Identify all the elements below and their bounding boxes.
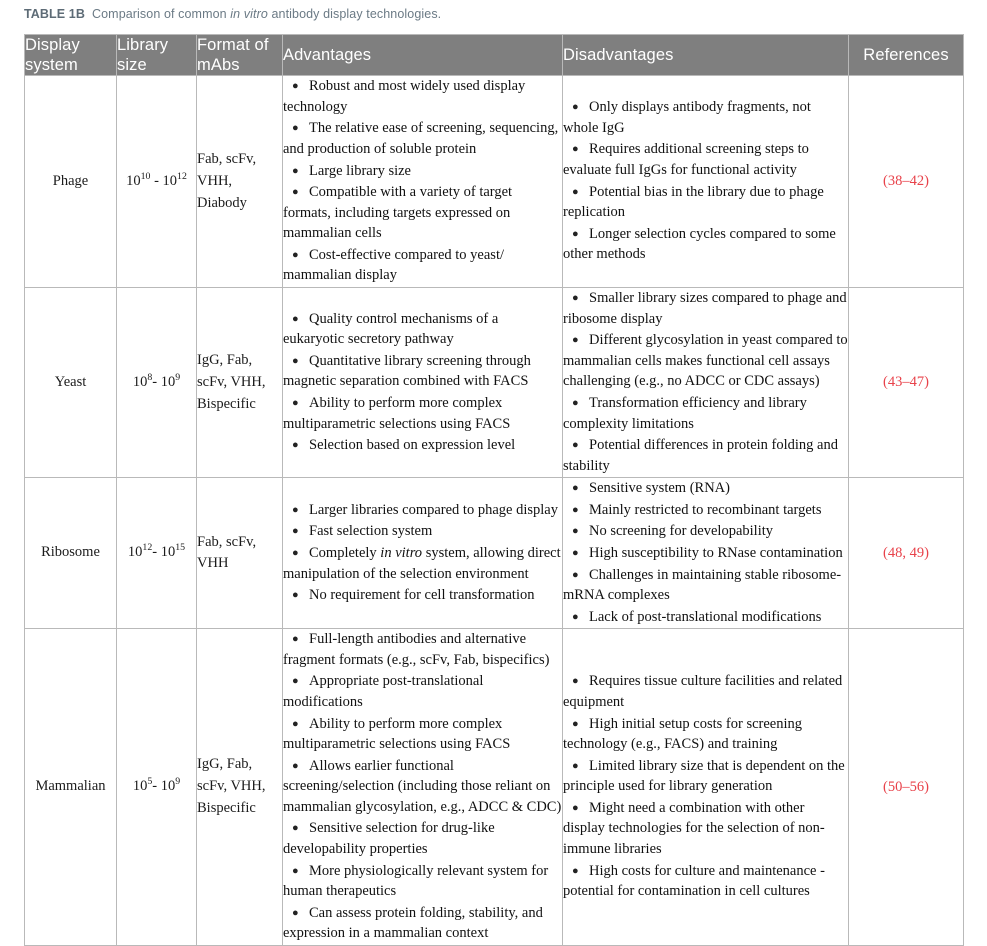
bullet-list [283, 629, 562, 944]
bullet-item [283, 182, 562, 244]
cell-display-system: Mammalian [25, 629, 117, 946]
header-disadvantages: Disadvantages [563, 35, 849, 76]
bullet-icon: ● [292, 546, 299, 559]
bullet-item [563, 521, 848, 542]
bullet-item [283, 161, 562, 182]
header-row [25, 35, 964, 76]
bullet-text: Sensitive system (RNA) [589, 480, 730, 497]
bullet-icon: ● [572, 396, 579, 409]
bullet-icon: ● [572, 334, 579, 347]
cell-references[interactable]: (48, 49) [849, 478, 964, 629]
bullet-item [563, 139, 848, 180]
cell-display-system: Ribosome [25, 478, 117, 629]
cell-disadvantages [563, 629, 849, 946]
cell-library-size: $10^5-$ $10^9$ [117, 629, 197, 946]
cell-library-size: $10^{12}-$ $10^{15}$ [117, 478, 197, 629]
bullet-item [563, 861, 848, 902]
bullet-item [563, 435, 848, 476]
bullet-item [283, 714, 562, 755]
bullet-text: Cost-effective compared to yeast/ mammalian display [283, 246, 505, 284]
bullet-item [283, 309, 562, 350]
bullet-text: More physiologically relevant system for human therapeutics [283, 862, 549, 900]
cell-advantages [283, 478, 563, 629]
cell-display-system: Phage [25, 76, 117, 288]
bullet-item [563, 182, 848, 223]
bullet-text: Quality control mechanisms of a eukaryotic secretory pathway [283, 310, 499, 348]
bullet-item [283, 861, 562, 902]
bullet-icon: ● [292, 822, 299, 835]
bullet-text: Limited library size that is dependent on the principle used for library generation [563, 757, 845, 795]
bullet-list [563, 288, 848, 476]
bullet-text: No requirement for cell transformation [309, 587, 535, 604]
bullet-item [563, 714, 848, 755]
bullet-icon: ● [292, 80, 299, 93]
bullet-icon: ● [292, 354, 299, 367]
bullet-item [283, 435, 562, 456]
table-header [25, 35, 964, 76]
bullet-text: Mainly restricted to recombinant targets [589, 501, 822, 518]
bullet-icon: ● [572, 864, 579, 877]
bullet-text: Sensitive selection for drug-like developability properties [283, 820, 495, 858]
bullet-text: Robust and most widely used display technology [283, 78, 526, 115]
bullet-item [283, 521, 562, 542]
bullet-icon: ● [292, 186, 299, 199]
bullet-text: Full-length antibodies and alternative fragment formats (e.g., scFv, Fab, bispecifics) [283, 631, 550, 668]
bullet-item [283, 245, 562, 286]
cell-advantages [283, 76, 563, 288]
cell-format-of-mabs: IgG, Fab, scFv, VHH, Bispecific [197, 288, 283, 478]
bullet-text: The relative ease of screening, sequencing, and production of soluble protein [283, 120, 559, 157]
table-row [25, 288, 964, 478]
bullet-icon: ● [292, 633, 299, 646]
bullet-list [283, 309, 562, 456]
bullet-icon: ● [572, 292, 579, 305]
bullet-icon: ● [292, 675, 299, 688]
bullet-text: High initial setup costs for screening technology (e.g., FACS) and training [563, 715, 803, 753]
bullet-text: Potential bias in the library due to phage replication [563, 183, 824, 221]
bullet-text: Compatible with a variety of target formats, including targets expressed on mammalian cells [283, 184, 513, 242]
table-row [25, 478, 964, 629]
cell-format-of-mabs: Fab, scFv, VHH [197, 478, 283, 629]
caption-text-italic: in vitro [230, 7, 268, 21]
bullet-text: Ability to perform more complex multiparametric selections using FACS [283, 394, 511, 432]
bullet-icon: ● [572, 439, 579, 452]
bullet-icon: ● [292, 122, 299, 135]
cell-references[interactable]: (50–56) [849, 629, 964, 946]
cell-disadvantages [563, 288, 849, 478]
header-display-system: Display system [25, 35, 117, 76]
bullet-text: High costs for culture and maintenance - potential for contamination in cell cultures [563, 862, 825, 900]
cell-references[interactable]: (43–47) [849, 288, 964, 478]
bullet-text: Quantitative library screening through magnetic separation combined with FACS [283, 352, 531, 390]
bullet-icon: ● [572, 101, 579, 114]
comparison-table [24, 34, 964, 946]
bullet-icon: ● [572, 801, 579, 814]
bullet-text: Only displays antibody fragments, not whole IgG [563, 99, 811, 136]
bullet-text: Potential differences in protein folding and stability [563, 437, 838, 474]
bullet-list [563, 97, 848, 265]
bullet-item [563, 393, 848, 434]
bullet-icon: ● [292, 164, 299, 177]
bullet-icon: ● [292, 759, 299, 772]
bullet-text: Might need a combination with other display technologies for the selection of non-immune libraries [563, 799, 825, 858]
bullet-item [563, 500, 848, 521]
bullet-text: Lack of post-translational modifications [589, 608, 822, 625]
bullet-text: Challenges in maintaining stable ribosome-mRNA complexes [563, 566, 842, 604]
bullet-item [283, 393, 562, 434]
header-format-of-mabs: Format of mAbs [197, 35, 283, 76]
bullet-icon: ● [292, 248, 299, 261]
table-caption-label: TABLE 1B [24, 7, 85, 21]
header-references: References [849, 35, 964, 76]
bullet-icon: ● [292, 439, 299, 452]
caption-text-after: antibody display technologies. [267, 7, 442, 21]
bullet-text: Large library size [309, 162, 411, 179]
cell-format-of-mabs: Fab, scFv, VHH, Diabody [197, 76, 283, 288]
bullet-item [563, 478, 848, 499]
bullet-text: Requires tissue culture facilities and related equipment [563, 673, 843, 711]
bullet-text: Longer selection cycles compared to some other methods [563, 225, 836, 263]
bullet-icon: ● [292, 312, 299, 325]
cell-references[interactable]: (38–42) [849, 76, 964, 288]
bullet-text: High susceptibility to RNase contamination [589, 544, 843, 561]
cell-advantages [283, 288, 563, 478]
cell-library-size: $10^{10} - 10^{12}$ [117, 76, 197, 288]
bullet-text: Completely in vitro system, allowing direct manipulation of the selection environment [283, 544, 561, 582]
bullet-icon: ● [572, 759, 579, 772]
bullet-icon: ● [572, 227, 579, 240]
bullet-icon: ● [292, 717, 299, 730]
bullet-text: Ability to perform more complex multiparametric selections using FACS [283, 715, 511, 753]
bullet-item [283, 756, 562, 818]
bullet-item [563, 565, 848, 606]
bullet-item [283, 671, 562, 712]
bullet-item [563, 97, 848, 138]
cell-disadvantages [563, 478, 849, 629]
bullet-item [283, 585, 562, 606]
bullet-text: Can assess protein folding, stability, and expression in a mammalian context [283, 904, 543, 942]
bullet-list [283, 76, 562, 286]
bullet-item [283, 629, 562, 670]
bullet-item [283, 543, 562, 584]
cell-library-size: $10^8-$ $10^9$ [117, 288, 197, 478]
bullet-list [283, 500, 562, 606]
bullet-text: Transformation efficiency and library complexity limitations [563, 394, 807, 432]
bullet-icon: ● [292, 503, 299, 516]
header-advantages: Advantages [283, 35, 563, 76]
bullet-item [563, 330, 848, 392]
bullet-icon: ● [572, 675, 579, 688]
bullet-icon: ● [572, 568, 579, 581]
cell-format-of-mabs: IgG, Fab, scFv, VHH, Bispecific [197, 629, 283, 946]
bullet-icon: ● [292, 864, 299, 877]
header-library-size: Library size [117, 35, 197, 76]
bullet-text: Allows earlier functional screening/selection (including those reliant on mammalian glycosylation, e.g., ADCC & CDC) [283, 757, 562, 815]
bullet-text: Appropriate post-translational modifications [283, 673, 484, 711]
bullet-icon: ● [572, 610, 579, 623]
bullet-icon: ● [572, 143, 579, 156]
bullet-item [563, 224, 848, 265]
bullet-item [283, 118, 562, 159]
bullet-list [563, 671, 848, 901]
bullet-item [283, 76, 562, 117]
bullet-text: Different glycosylation in yeast compared to mammalian cells makes functional cell assays challenging (e.g., no ADCC or CDC assays) [563, 332, 848, 390]
bullet-item [283, 818, 562, 859]
table-row [25, 629, 964, 946]
bullet-icon: ● [572, 185, 579, 198]
table-row [25, 76, 964, 288]
table-body [25, 76, 964, 946]
bullet-icon: ● [572, 482, 579, 495]
bullet-icon: ● [572, 503, 579, 516]
bullet-text: Fast selection system [309, 523, 433, 540]
bullet-icon: ● [292, 589, 299, 602]
cell-advantages [283, 629, 563, 946]
bullet-icon: ● [292, 396, 299, 409]
bullet-text: Requires additional screening steps to evaluate full IgGs for functional activity [563, 141, 809, 179]
bullet-item [563, 288, 848, 329]
bullet-item [563, 798, 848, 860]
bullet-item [563, 671, 848, 712]
bullet-icon: ● [292, 525, 299, 538]
bullet-text: No screening for developability [589, 523, 774, 540]
table-caption [24, 7, 441, 21]
cell-disadvantages [563, 76, 849, 288]
bullet-icon: ● [572, 546, 579, 559]
bullet-text: Smaller library sizes compared to phage and ribosome display [563, 290, 847, 327]
caption-text-before: Comparison of common [92, 7, 231, 21]
cell-display-system: Yeast [25, 288, 117, 478]
bullet-item [563, 607, 848, 628]
bullet-item [283, 500, 562, 521]
bullet-list [563, 478, 848, 627]
bullet-item [283, 351, 562, 392]
bullet-icon: ● [292, 906, 299, 919]
bullet-icon: ● [572, 525, 579, 538]
bullet-item [563, 543, 848, 564]
bullet-item [563, 756, 848, 797]
bullet-icon: ● [572, 717, 579, 730]
bullet-text: Larger libraries compared to phage display [309, 501, 558, 518]
bullet-item [283, 903, 562, 944]
bullet-text: Selection based on expression level [309, 437, 516, 454]
table-caption-text [92, 7, 441, 21]
